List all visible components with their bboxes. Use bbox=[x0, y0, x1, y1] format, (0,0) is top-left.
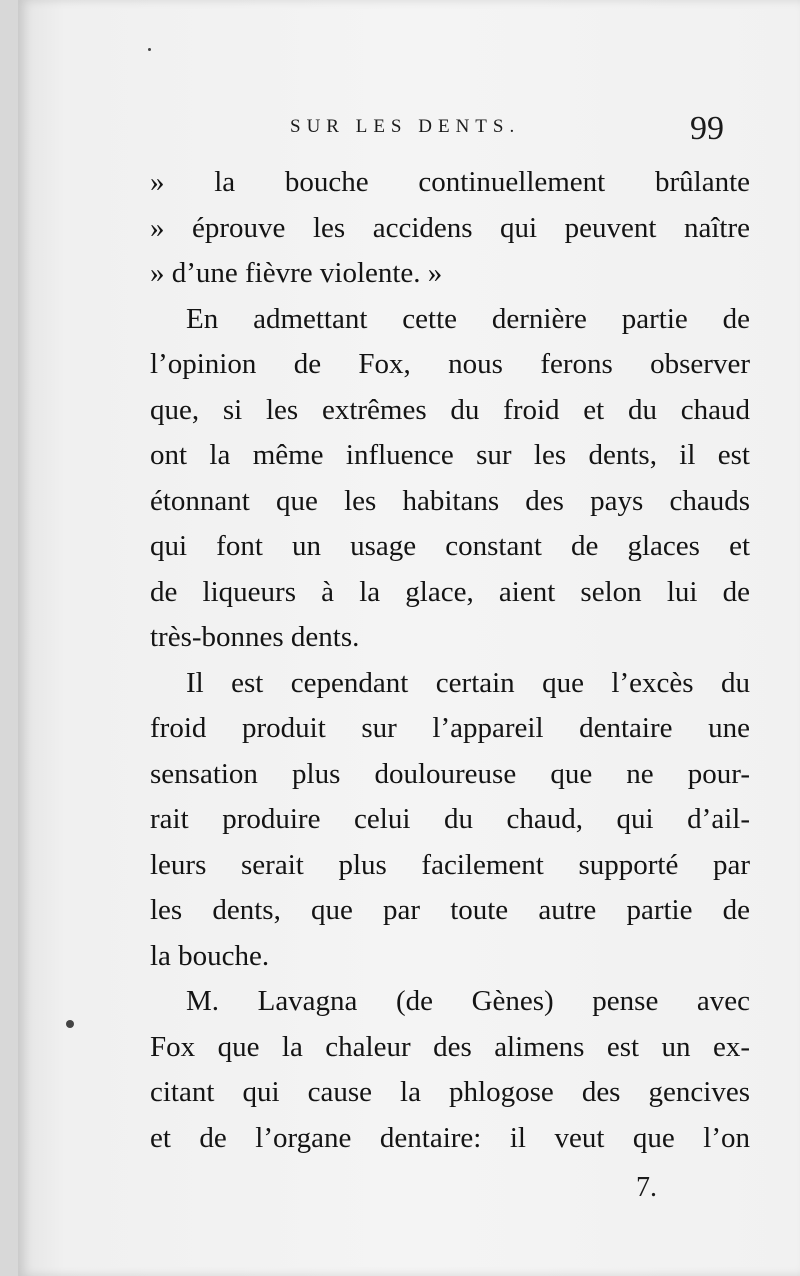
text-line: M. Lavagna (de Gènes) pense avec bbox=[186, 985, 750, 1017]
text-line: » d’une fièvre violente. » bbox=[150, 257, 443, 289]
text-line: En admettant cette dernière partie de bbox=[186, 302, 750, 335]
text-line: et de l’organe dentaire: il veut que l’on bbox=[150, 1121, 750, 1154]
text-line: de liqueurs à la glace, aient selon lui de bbox=[150, 575, 750, 608]
text-line: qui font un usage constant de glaces et bbox=[150, 530, 750, 562]
text-line: étonnant que les habitans des pays chauds bbox=[150, 484, 750, 517]
text-line: citant qui cause la phlogose des gencives bbox=[150, 1076, 750, 1108]
text-line: que, si les extrêmes du froid et du chaud bbox=[150, 393, 750, 426]
text-line: l’opinion de Fox, nous ferons observer bbox=[150, 348, 750, 380]
text-line: ont la même influence sur les dents, il est bbox=[150, 439, 750, 471]
text-line: rait produire celui du chaud, qui d’ail- bbox=[150, 803, 750, 835]
text-line: très-bonnes dents. bbox=[150, 621, 360, 653]
ink-speck bbox=[148, 48, 151, 51]
text-line: leurs serait plus facilement supporté par bbox=[150, 848, 750, 881]
text-line: les dents, que par toute autre partie de bbox=[150, 894, 750, 926]
text-line: » éprouve les accidens qui peuvent naître bbox=[150, 211, 750, 244]
signature-mark: 7. bbox=[636, 1172, 657, 1203]
page-number: 99 bbox=[690, 110, 724, 147]
text-line: froid produit sur l’appareil dentaire une bbox=[150, 712, 750, 744]
text-line: sensation plus douloureuse que ne pour- bbox=[150, 757, 750, 790]
text-line: Il est cependant certain que l’excès du bbox=[186, 666, 750, 699]
text-line: la bouche. bbox=[150, 939, 270, 972]
text-line: » la bouche continuellement brûlante bbox=[150, 166, 750, 198]
body-text bbox=[150, 160, 750, 1161]
running-head: SUR LES DENTS. bbox=[290, 116, 521, 137]
ink-speck bbox=[66, 1020, 74, 1028]
text-line: Fox que la chaleur des alimens est un ex- bbox=[150, 1030, 750, 1063]
